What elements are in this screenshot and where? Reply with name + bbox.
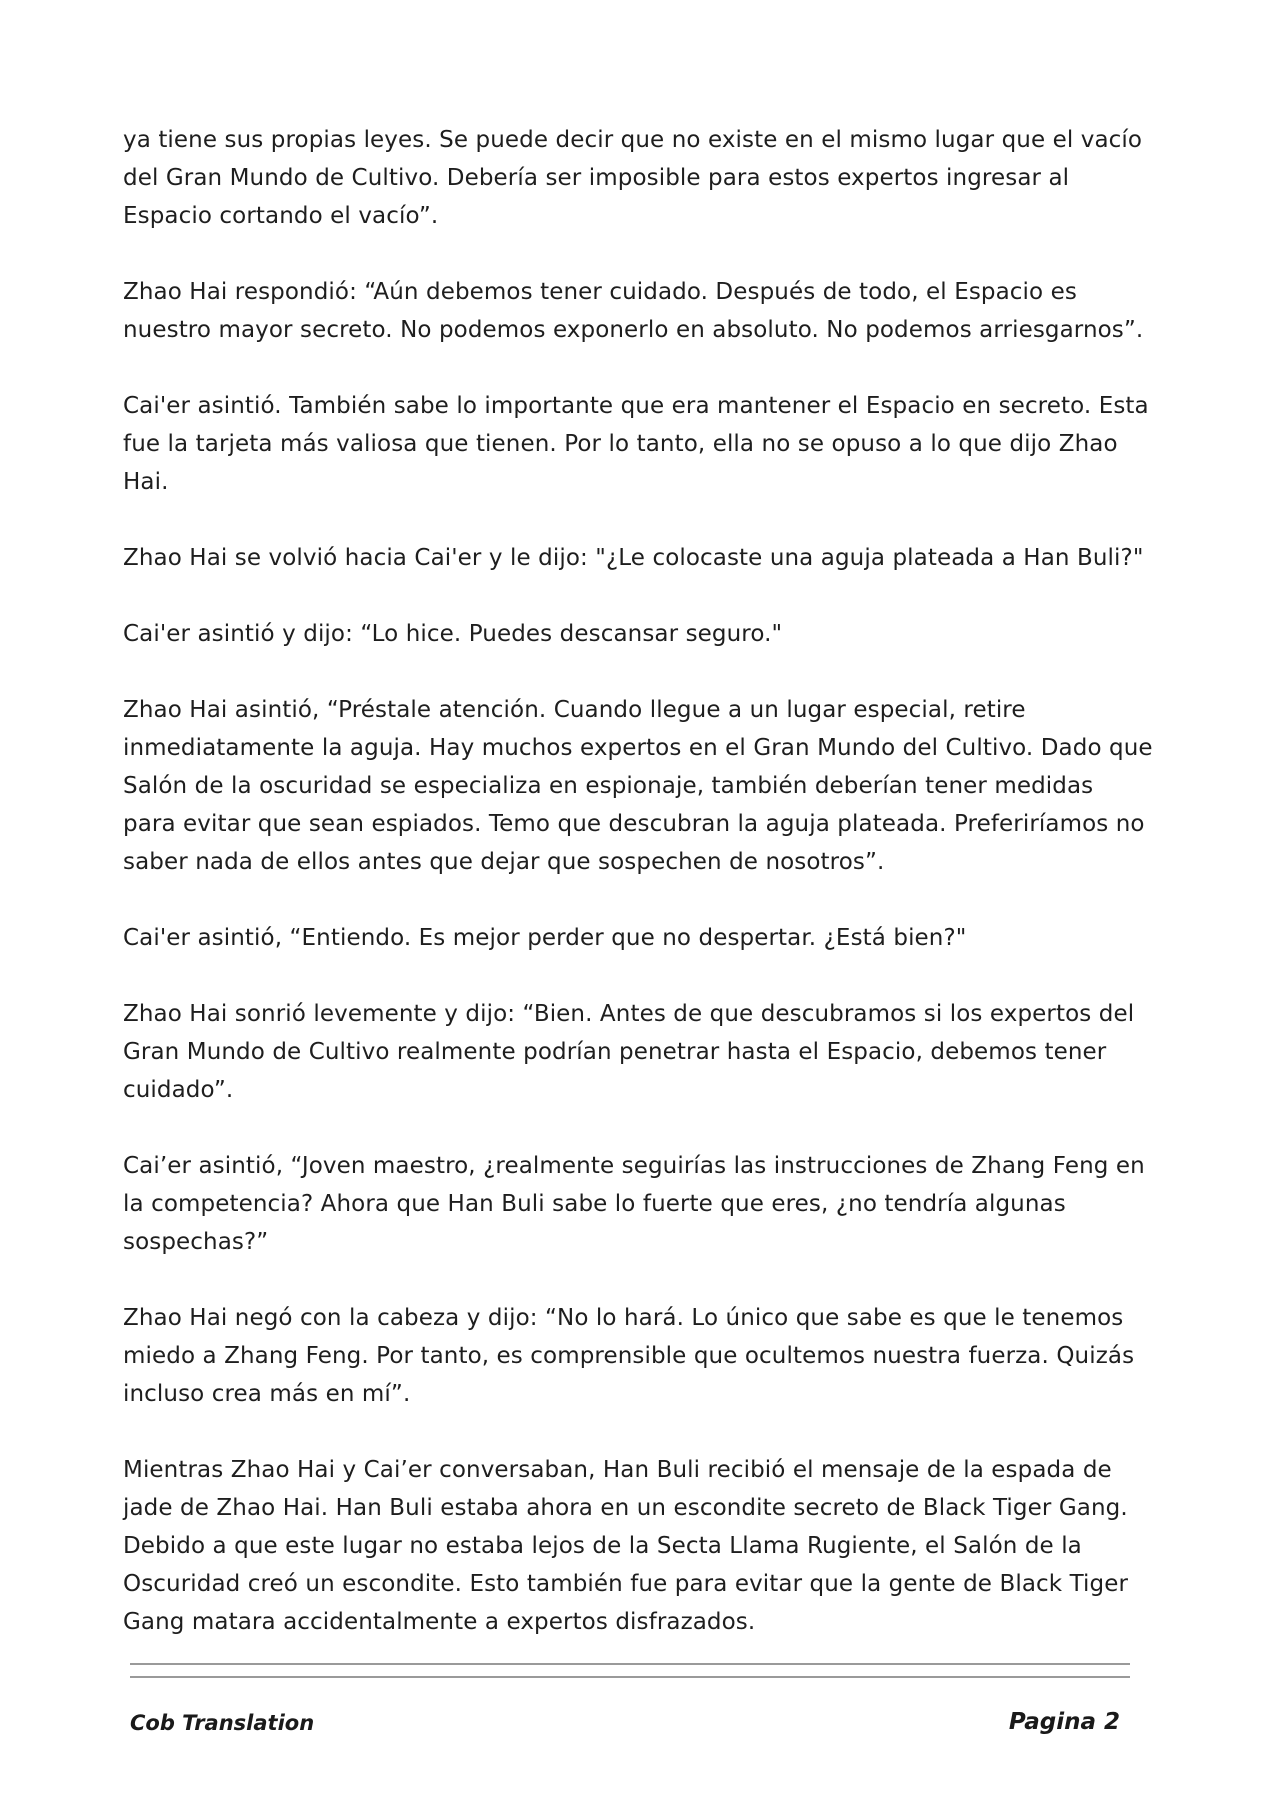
paragraph: Mientras Zhao Hai y Cai’er conversaban, Han Buli recibió el mensaje de la espada de jade de Zhao Hai. Han Buli estaba ahora en un escondite secreto de Black Tiger Gang. Debido a que este lugar no estaba lejos de la Secta Llama Rugiente, el Salón de la Oscuridad creó un escondite. Esto también fue para evitar que la gente de Black Tiger Gang matara accidentalmente a expertos disfrazados. [123,1457,1129,1635]
footer-divider [130,1663,1130,1665]
body-text [123,121,1153,1679]
paragraph: Cai'er asintió, “Entiendo. Es mejor perder que no despertar. ¿Está bien?" [123,925,967,951]
paragraph: Cai'er asintió y dijo: “Lo hice. Puedes descansar seguro." [123,621,783,647]
paragraph: Zhao Hai respondió: “Aún debemos tener cuidado. Después de todo, el Espacio es nuestro mayor secreto. No podemos exponerlo en absoluto. No podemos arriesgarnos”. [123,279,1144,343]
paragraph: Zhao Hai sonrió levemente y dijo: “Bien. Antes de que descubramos si los expertos del Gran Mundo de Cultivo realmente podrían penetrar hasta el Espacio, debemos tener cuidado”. [123,1001,1135,1103]
paragraph: Zhao Hai se volvió hacia Cai'er y le dijo: "¿Le colocaste una aguja plateada a Han Buli?" [123,545,1144,571]
paragraph: Zhao Hai asintió, “Préstale atención. Cuando llegue a un lugar especial, retire inmediatamente la aguja. Hay muchos expertos en el Gran Mundo del Cultivo. Dado que Salón de la oscuridad se especializa en espionaje, también deberían tener medidas para evitar que sean espiados. Temo que descubran la aguja plateada. Preferiríamos no saber nada de ellos antes que dejar que sospechen de nosotros”. [123,697,1153,875]
paragraph: Zhao Hai negó con la cabeza y dijo: “No lo hará. Lo único que sabe es que le tenemos miedo a Zhang Feng. Por tanto, es comprensible que ocultemos nuestra fuerza. Quizás incluso crea más en mí”. [123,1305,1135,1407]
footer-divider [130,1676,1130,1678]
paragraph: Cai'er asintió. También sabe lo importante que era mantener el Espacio en secreto. Esta fue la tarjeta más valiosa que tienen. Por lo tanto, ella no se opuso a lo que dijo Zhao Hai. [123,393,1149,495]
footer-translator-credit: Cob Translation [130,1711,315,1735]
footer-page-number: Pagina 2 [1008,1709,1120,1735]
paragraph: ya tiene sus propias leyes. Se puede decir que no existe en el mismo lugar que el vacío del Gran Mundo de Cultivo. Debería ser imposible para estos expertos ingresar al Espacio cortando el vacío”. [123,127,1143,229]
paragraph: Cai’er asintió, “Joven maestro, ¿realmente seguirías las instrucciones de Zhang Feng en la competencia? Ahora que Han Buli sabe lo fuerte que eres, ¿no tendría algunas sospechas?” [123,1153,1145,1255]
